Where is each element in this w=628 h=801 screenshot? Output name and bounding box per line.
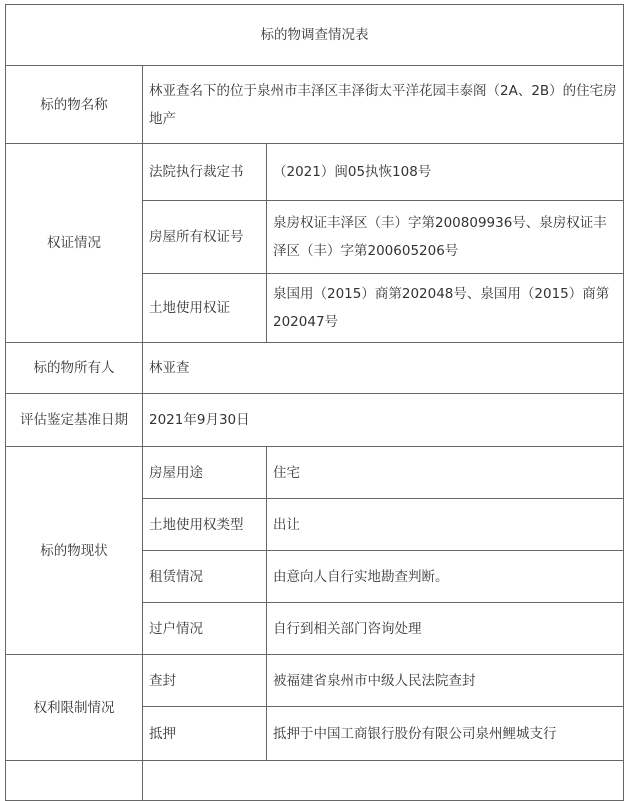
label-land-cert: 土地使用权证 [143,274,267,343]
label-transfer: 过户情况 [143,603,267,655]
label-owner: 标的物所有人 [6,343,143,394]
label-appraisal-date: 评估鉴定基准日期 [6,394,143,447]
table-row-restrictions-1 [6,655,624,707]
label-land-use-type: 土地使用权类型 [143,499,267,551]
title-row [6,5,624,66]
label-court-ruling: 法院执行裁定书 [143,144,267,201]
label-status: 标的物现状 [6,447,143,655]
table-row-next [6,761,624,801]
label-next [6,761,143,801]
table-row-rights-1 [6,144,624,201]
value-land-use-type: 出让 [267,499,624,551]
label-seizure: 查封 [143,655,267,707]
label-house-use: 房屋用途 [143,447,267,499]
value-seizure: 被福建省泉州市中级人民法院查封 [267,655,624,707]
value-transfer: 自行到相关部门咨询处理 [267,603,624,655]
value-mortgage: 抵押于中国工商银行股份有限公司泉州鲤城支行 [267,707,624,761]
survey-table [5,4,624,801]
table-title: 标的物调查情况表 [6,5,624,66]
value-owner: 林亚查 [143,343,624,394]
label-rights: 权证情况 [6,144,143,343]
value-name: 林亚查名下的位于泉州市丰泽区丰泽街太平洋花园丰泰阁（2A、2B）的住宅房地产 [143,66,624,144]
table-row-name [6,66,624,144]
label-name: 标的物名称 [6,66,143,144]
label-lease: 租赁情况 [143,551,267,603]
value-land-cert: 泉国用（2015）商第202048号、泉国用（2015）商第202047号 [267,274,624,343]
table-row-appraisal-date [6,394,624,447]
value-appraisal-date: 2021年9月30日 [143,394,624,447]
table-row-status-1 [6,447,624,499]
value-house-use: 住宅 [267,447,624,499]
label-restrictions: 权利限制情况 [6,655,143,761]
value-court-ruling: （2021）闽05执恢108号 [267,144,624,201]
value-next [143,761,624,801]
value-lease: 由意向人自行实地勘查判断。 [267,551,624,603]
table-row-owner [6,343,624,394]
label-mortgage: 抵押 [143,707,267,761]
value-house-cert: 泉房权证丰泽区（丰）字第200809936号、泉房权证丰泽区（丰）字第200605206号 [267,201,624,274]
label-house-cert: 房屋所有权证号 [143,201,267,274]
